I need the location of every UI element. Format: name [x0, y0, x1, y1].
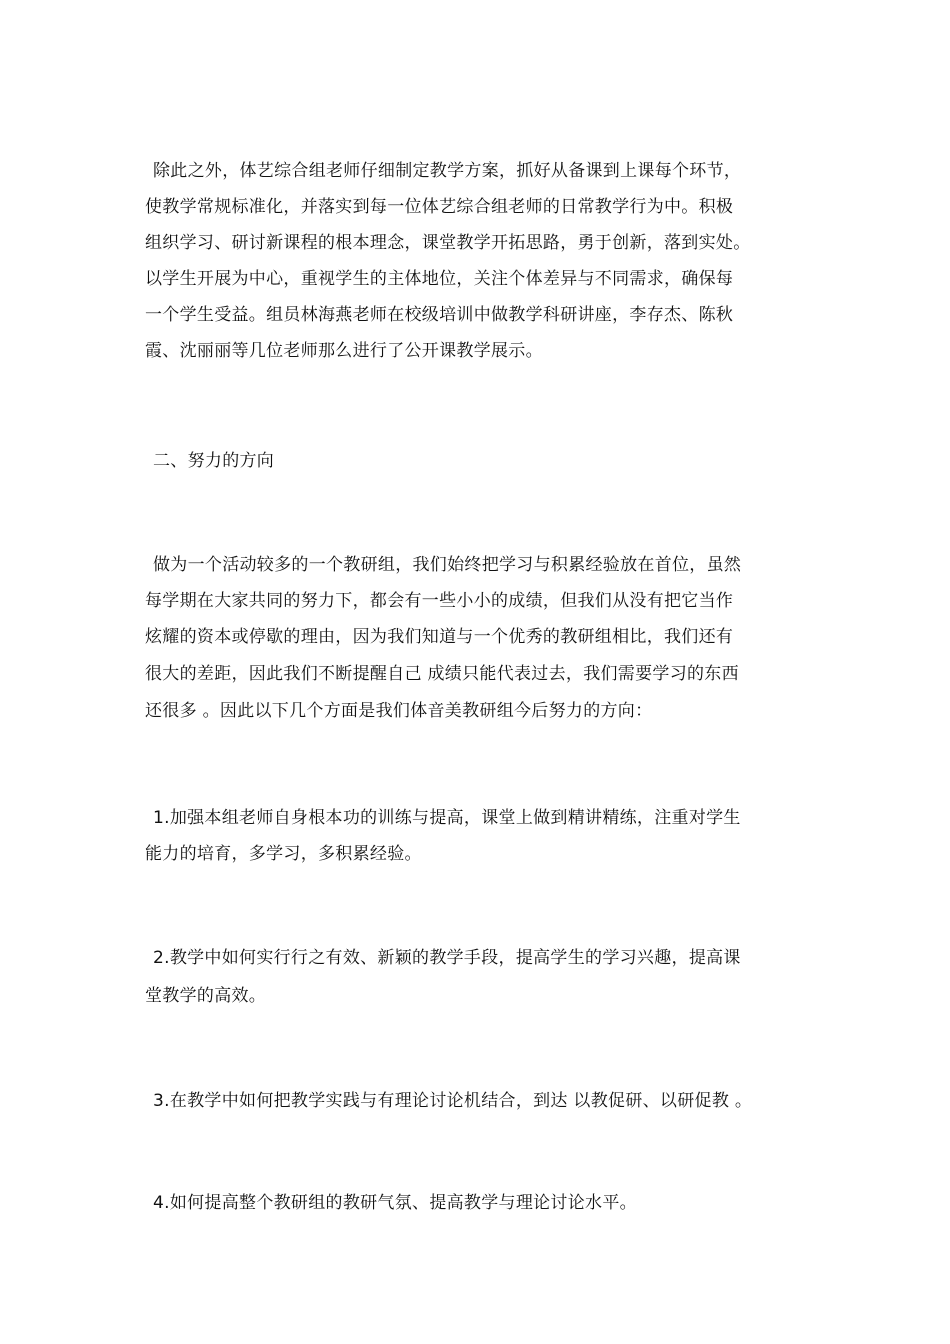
paragraph-1-line-1: 除此之外，体艺综合组老师仔细制定教学方案，抓好从备课到上课每个环节，	[153, 161, 742, 181]
paragraph-1-line-3: 组织学习、研讨新课程的根本理念，课堂教学开拓思路，勇于创新，落到实处。	[145, 233, 751, 253]
paragraph-1-line-2: 使教学常规标准化，并落实到每一位体艺综合组老师的日常教学行为中。积极	[145, 197, 734, 217]
list-item-2-line-2: 堂教学的高效。	[145, 986, 267, 1006]
paragraph-2-line-4: 很大的差距，因此我们不断提醒自己 成绩只能代表过去，我们需要学习的东西	[145, 664, 739, 684]
paragraph-1-line-6: 霞、沈丽丽等几位老师那么进行了公开课教学展示。	[145, 341, 543, 361]
paragraph-1-line-5: 一个学生受益。组员林海燕老师在校级培训中做教学科研讲座，李存杰、陈秋	[145, 305, 734, 325]
list-item-4-line-1: 4.如何提高整个教研组的教研气氛、提高教学与理论讨论水平。	[153, 1193, 637, 1213]
section-heading: 二、努力的方向	[153, 451, 275, 471]
list-item-2-line-1: 2.教学中如何实行行之有效、新颖的教学手段，提高学生的学习兴趣，提高课	[153, 948, 741, 968]
paragraph-2-line-2: 每学期在大家共同的努力下，都会有一些小小的成绩，但我们从没有把它当作	[145, 591, 734, 611]
paragraph-2-line-1: 做为一个活动较多的一个教研组，我们始终把学习与积累经验放在首位，虽然	[153, 555, 742, 575]
paragraph-2-line-3: 炫耀的资本或停歇的理由，因为我们知道与一个优秀的教研组相比，我们还有	[145, 627, 734, 647]
paragraph-2-line-5: 还很多 。因此以下几个方面是我们体音美教研组今后努力的方向：	[145, 701, 653, 721]
list-item-1-line-1: 1.加强本组老师自身根本功的训练与提高，课堂上做到精讲精练，注重对学生	[153, 808, 741, 828]
paragraph-1-line-4: 以学生开展为中心，重视学生的主体地位，关注个体差异与不同需求，确保每	[145, 269, 734, 289]
list-item-3-line-1: 3.在教学中如何把教学实践与有理论讨论机结合，到达 以教促研、以研促教 。	[153, 1091, 753, 1111]
list-item-1-line-2: 能力的培育，多学习，多积累经验。	[145, 844, 422, 864]
